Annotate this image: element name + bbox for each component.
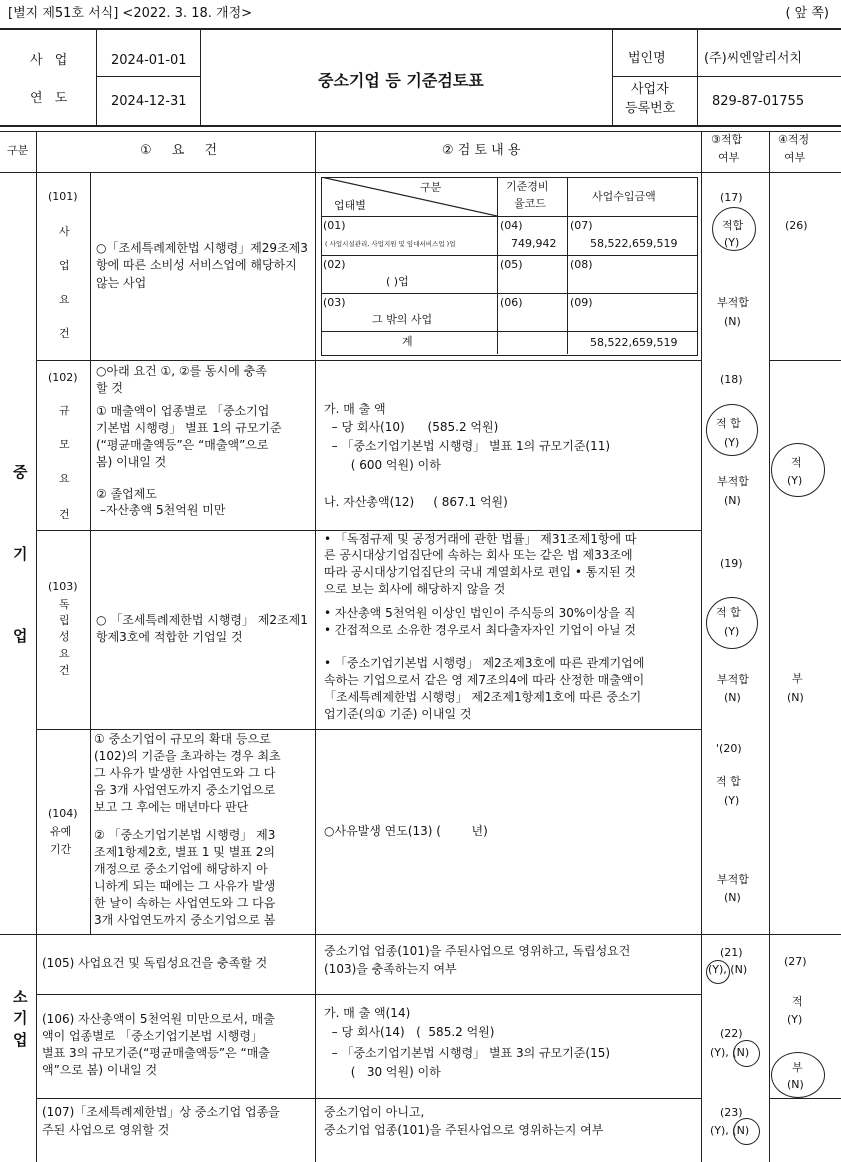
bizno-label-1: 사업자 bbox=[631, 82, 669, 97]
year-label-2: 연 도 bbox=[30, 91, 72, 106]
row102-review-2: – 당 회사(10) (585.2 억원) bbox=[324, 420, 499, 434]
col-requirement: ① 요 건 bbox=[140, 143, 218, 158]
row101-name-2: 업 bbox=[59, 259, 70, 272]
fiscal-start: 2024-01-01 bbox=[111, 53, 187, 68]
row103-fit-code: (19) bbox=[720, 557, 743, 570]
row106-fit-n-circle bbox=[733, 1040, 760, 1067]
row102-code: (102) bbox=[48, 371, 78, 384]
row104-req-4: 음 3개 사업연도까지 중소기업으로 bbox=[94, 783, 276, 797]
row105-fit-code: (21) bbox=[720, 946, 743, 959]
row102-req-4: 기본법 시행령」 별표 1의 규모기준 bbox=[96, 421, 282, 435]
row103-fit-circle bbox=[706, 597, 758, 649]
table-header-group: 구분 bbox=[420, 181, 442, 194]
row105-review-2: (103)을 충족하는지 여부 bbox=[324, 962, 457, 976]
row106-review-1: 가. 매 출 액(14) bbox=[324, 1006, 411, 1020]
row105-review-1: 중소기업 업종(101)을 주된사업으로 영위하고, 독립성요건 bbox=[324, 944, 631, 958]
row102-review-3: – 「중소기업기본법 시행령」 별표 1의 규모기준(11) bbox=[324, 439, 611, 453]
col-fit-2: 여부 bbox=[718, 151, 740, 164]
row101-name-4: 건 bbox=[59, 327, 70, 340]
row105-fit-yn: (Y), (N) bbox=[708, 963, 748, 976]
table-header-amount: 사업수입금액 bbox=[592, 190, 656, 203]
row101-requirement: ○「조세특례제한법 시행령」제29조제3항에 따른 소비성 서비스업에 해당하지 않는 사업 bbox=[96, 241, 308, 290]
row103-name-2: 립 bbox=[59, 614, 70, 627]
r3-code: (03) bbox=[323, 296, 346, 309]
row104-review: ○사유발생 연도(13) ( 년) bbox=[324, 824, 488, 838]
row102-fit-no-n: (N) bbox=[724, 494, 741, 507]
row103-name-4: 요 bbox=[59, 647, 70, 660]
r2-amount-label: (08) bbox=[570, 258, 593, 271]
row102-req-8: –자산총액 5천억원 미만 bbox=[96, 503, 226, 517]
row107-fit-yn: (Y), (N) bbox=[710, 1124, 750, 1137]
row102-name-4: 건 bbox=[59, 508, 70, 521]
row103-name-5: 건 bbox=[59, 664, 70, 677]
r1-ratecode: 749,942 bbox=[511, 237, 557, 250]
row102-prop-yes-y: (Y) bbox=[787, 474, 803, 487]
row105-prop-code: (27) bbox=[784, 955, 807, 968]
row103-fit-no-n: (N) bbox=[724, 691, 741, 704]
bizno-label-2: 등록번호 bbox=[625, 101, 676, 116]
row105-fit-y-circle bbox=[706, 960, 730, 984]
table-header-code-2: 율코드 bbox=[514, 197, 546, 210]
side-small-1: 소 bbox=[13, 988, 28, 1006]
row103-review-6: • 간접적으로 소유한 경우로서 최다출자자인 기업이 아닐 것 bbox=[324, 623, 636, 637]
row103-review-5: • 자산총액 5천억원 이상인 법인이 주식등의 30%이상을 직 bbox=[324, 606, 636, 620]
row106-review-3: – 「중소기업기본법 시행령」 별표 3의 규모기준(15) bbox=[324, 1046, 611, 1060]
row101-fit-code: (17) bbox=[720, 191, 743, 204]
corp-label: 법인명 bbox=[628, 51, 666, 66]
form-number: [별지 제51호 서식] <2022. 3. 18. 개정> bbox=[8, 6, 253, 21]
row101-fit-no: 부적합 bbox=[717, 296, 749, 309]
row102-name-3: 요 bbox=[59, 472, 70, 485]
row102-req-3: ① 매출액이 업종별로 「중소기업 bbox=[96, 404, 270, 418]
row104-req-3: 그 사유가 발생한 사업연도와 그 다 bbox=[94, 766, 276, 780]
row107-req-1: (107)「조세특례제한법」상 중소기업 업종을 bbox=[42, 1105, 280, 1119]
row103-code: (103) bbox=[48, 580, 78, 593]
side-small-2: 기 bbox=[13, 1009, 28, 1027]
row103-review-8: 속하는 기업으로서 같은 영 제7조의4에 따라 산정한 매출액이 bbox=[324, 673, 645, 687]
row107-fit-n-circle bbox=[733, 1118, 760, 1145]
row107-req-2: 주된 사업으로 영위할 것 bbox=[42, 1123, 170, 1137]
row103-prop-no: 부 bbox=[792, 672, 803, 685]
row102-req-5: (“평균매출액등”은 “매출액”으로 bbox=[96, 438, 269, 452]
row104-req-9: 니하게 되는 때에는 그 사유가 발생 bbox=[94, 879, 276, 893]
row103-review-3: 따라 공시대상기업집단의 국내 계열회사로 편입 • 통지된 것 bbox=[324, 565, 636, 579]
row104-fit-no: 부적합 bbox=[717, 873, 749, 886]
r2-desc: ( )업 bbox=[386, 275, 409, 288]
row102-review-1: 가. 매 출 액 bbox=[324, 402, 386, 416]
row102-name-1: 규 bbox=[59, 404, 70, 417]
row104-req-10: 한 날이 속하는 사업연도와 그 다음 bbox=[94, 896, 276, 910]
r1-code: (01) bbox=[323, 219, 346, 232]
corp-name: (주)씨엔알리서치 bbox=[704, 51, 803, 66]
row104-fit-yes-y: (Y) bbox=[724, 794, 740, 807]
row106-req-4: 액”으로 봄) 이내일 것 bbox=[42, 1063, 158, 1077]
side-sme-3: 업 bbox=[13, 627, 28, 645]
row104-req-8: 개정으로 중소기업에 해당하지 아 bbox=[94, 862, 268, 876]
row104-fit-code: '(20) bbox=[716, 742, 742, 755]
r1-amount-label: (07) bbox=[570, 219, 593, 232]
row106-review-2: – 당 회사(14) ( 585.2 억원) bbox=[324, 1025, 495, 1039]
col-review: ② 검 토 내 용 bbox=[442, 143, 521, 158]
side-sme-2: 기 bbox=[13, 545, 28, 563]
row102-review-4: ( 600 억원) 이하 bbox=[324, 458, 441, 472]
row106-review-4: ( 30 억원) 이하 bbox=[324, 1065, 441, 1079]
row106-prop-yes: 적 bbox=[792, 995, 803, 1008]
row104-req-6: ② 「중소기업기본법 시행령」 제3 bbox=[94, 828, 276, 842]
row102-review-5: 나. 자산총액(12) ( 867.1 억원) bbox=[324, 495, 508, 509]
row101-code: (101) bbox=[48, 190, 78, 203]
fiscal-end: 2024-12-31 bbox=[111, 94, 187, 109]
row103-prop-no-n: (N) bbox=[787, 691, 804, 704]
row103-review-4: 으로 보는 회사에 해당하지 않을 것 bbox=[324, 582, 506, 596]
row103-requirement: ○ 「조세특례제한법 시행령」 제2조제1항제3호에 적합한 기업일 것 bbox=[96, 613, 308, 645]
row106-prop-no: 부 bbox=[792, 1061, 803, 1074]
row103-name-3: 성 bbox=[59, 630, 70, 643]
col-prop-1: ④적정 bbox=[778, 133, 810, 146]
r3-amount-label: (09) bbox=[570, 296, 593, 309]
row103-fit-no: 부적합 bbox=[717, 673, 749, 686]
r1-ratecode-label: (04) bbox=[500, 219, 523, 232]
row101-fit-no-n: (N) bbox=[724, 315, 741, 328]
row104-req-7: 조제1항제2호, 별표 1 및 별표 2의 bbox=[94, 845, 275, 859]
row106-prop-yes-y: (Y) bbox=[787, 1013, 803, 1026]
row106-req-1: (106) 자산총액이 5천억원 미만으로서, 매출 bbox=[42, 1012, 275, 1026]
row104-req-11: 3개 사업연도까지 중소기업으로 봄 bbox=[94, 913, 276, 927]
row102-fit-yes: 적 합 bbox=[716, 417, 741, 430]
row104-req-1: ① 중소기업이 규모의 확대 등으로 bbox=[94, 732, 271, 746]
row104-name-2: 기간 bbox=[50, 843, 72, 856]
r1-amount: 58,522,659,519 bbox=[590, 237, 678, 250]
row102-req-2: 할 것 bbox=[96, 381, 123, 395]
r2-ratecode-label: (05) bbox=[500, 258, 523, 271]
row104-name-1: 유예 bbox=[50, 825, 72, 838]
r3-ratecode-label: (06) bbox=[500, 296, 523, 309]
row103-name-1: 독 bbox=[59, 598, 70, 611]
r1-desc: ( 사업시설관리, 사업지원 및 임대서비스업 )업 bbox=[325, 240, 456, 248]
side-sme-1: 중 bbox=[13, 463, 28, 481]
top-border bbox=[0, 28, 841, 30]
row107-fit-code: (23) bbox=[720, 1106, 743, 1119]
col-prop-2: 여부 bbox=[784, 151, 806, 164]
row104-code: (104) bbox=[48, 807, 78, 820]
row106-fit-yn: (Y), (N) bbox=[710, 1046, 750, 1059]
row106-req-2: 액이 업종별로 「중소기업기본법 시행령」 bbox=[42, 1029, 263, 1043]
row103-fit-yes-y: (Y) bbox=[724, 625, 740, 638]
r2-code: (02) bbox=[323, 258, 346, 271]
row103-review-1: • 「독점규제 및 공정거래에 관한 법률」 제31조제1항에 따 bbox=[324, 532, 637, 546]
row103-review-2: 른 공시대상기업집단에 속하는 회사 또는 같은 법 제33조에 bbox=[324, 548, 633, 562]
row101-name-3: 요 bbox=[59, 293, 70, 306]
r3-desc: 그 밖의 사업 bbox=[372, 313, 433, 326]
row103-fit-yes: 적 합 bbox=[716, 606, 741, 619]
row103-review-10: 업기준(의① 기준) 이내일 것 bbox=[324, 707, 472, 721]
table-header-code-1: 기준경비 bbox=[506, 180, 549, 193]
col-category: 구분 bbox=[7, 144, 29, 157]
row101-prop-code: (26) bbox=[785, 219, 808, 232]
total-label: 계 bbox=[402, 335, 413, 348]
bizno: 829-87-01755 bbox=[712, 94, 805, 109]
row102-req-7: ② 졸업제도 bbox=[96, 487, 157, 501]
row104-req-5: 보고 그 후에는 매년마다 판단 bbox=[94, 800, 249, 814]
row106-req-3: 별표 3의 규모기준(“평균매출액등”은 “매출 bbox=[42, 1046, 270, 1060]
row102-req-6: 봄) 이내일 것 bbox=[96, 455, 167, 469]
total-amount: 58,522,659,519 bbox=[590, 336, 678, 349]
page-side: ( 앞 쪽) bbox=[785, 6, 829, 21]
row105-requirement: (105) 사업요건 및 독립성요건을 충족할 것 bbox=[42, 956, 268, 970]
row102-fit-no: 부적합 bbox=[717, 475, 749, 488]
side-small-3: 업 bbox=[13, 1031, 28, 1049]
row103-review-7: • 「중소기업기본법 시행령」 제2조제3호에 따른 관계기업에 bbox=[324, 656, 645, 670]
row104-req-2: (102)의 기준을 초과하는 경우 최초 bbox=[94, 749, 281, 763]
row106-prop-no-n: (N) bbox=[787, 1078, 804, 1091]
row102-fit-code: (18) bbox=[720, 373, 743, 386]
row104-fit-no-n: (N) bbox=[724, 891, 741, 904]
row102-req-1: ○아래 요건 ①, ②를 동시에 충족 bbox=[96, 364, 267, 378]
row107-review-1: 중소기업이 아니고, bbox=[324, 1105, 425, 1119]
row101-fit-yes: 적합 bbox=[722, 219, 744, 232]
row101-name-1: 사 bbox=[59, 225, 70, 238]
row103-review-9: 「조세특례제한법 시행령」 제2조제1항제1호에 따른 중소기 bbox=[324, 690, 642, 704]
year-label-1: 사 업 bbox=[30, 53, 72, 68]
row101-fit-yes-y: (Y) bbox=[724, 236, 740, 249]
col-fit-1: ③적합 bbox=[711, 133, 743, 146]
page-title: 중소기업 등 기준검토표 bbox=[318, 71, 484, 90]
row106-fit-code: (22) bbox=[720, 1027, 743, 1040]
row102-name-2: 모 bbox=[59, 438, 70, 451]
table-header-type: 업태별 bbox=[334, 199, 366, 212]
row104-fit-yes: 적 합 bbox=[716, 775, 741, 788]
row107-review-2: 중소기업 업종(101)을 주된사업으로 영위하는지 여부 bbox=[324, 1123, 604, 1137]
row102-prop-yes: 적 bbox=[791, 456, 802, 469]
row102-fit-yes-y: (Y) bbox=[724, 436, 740, 449]
